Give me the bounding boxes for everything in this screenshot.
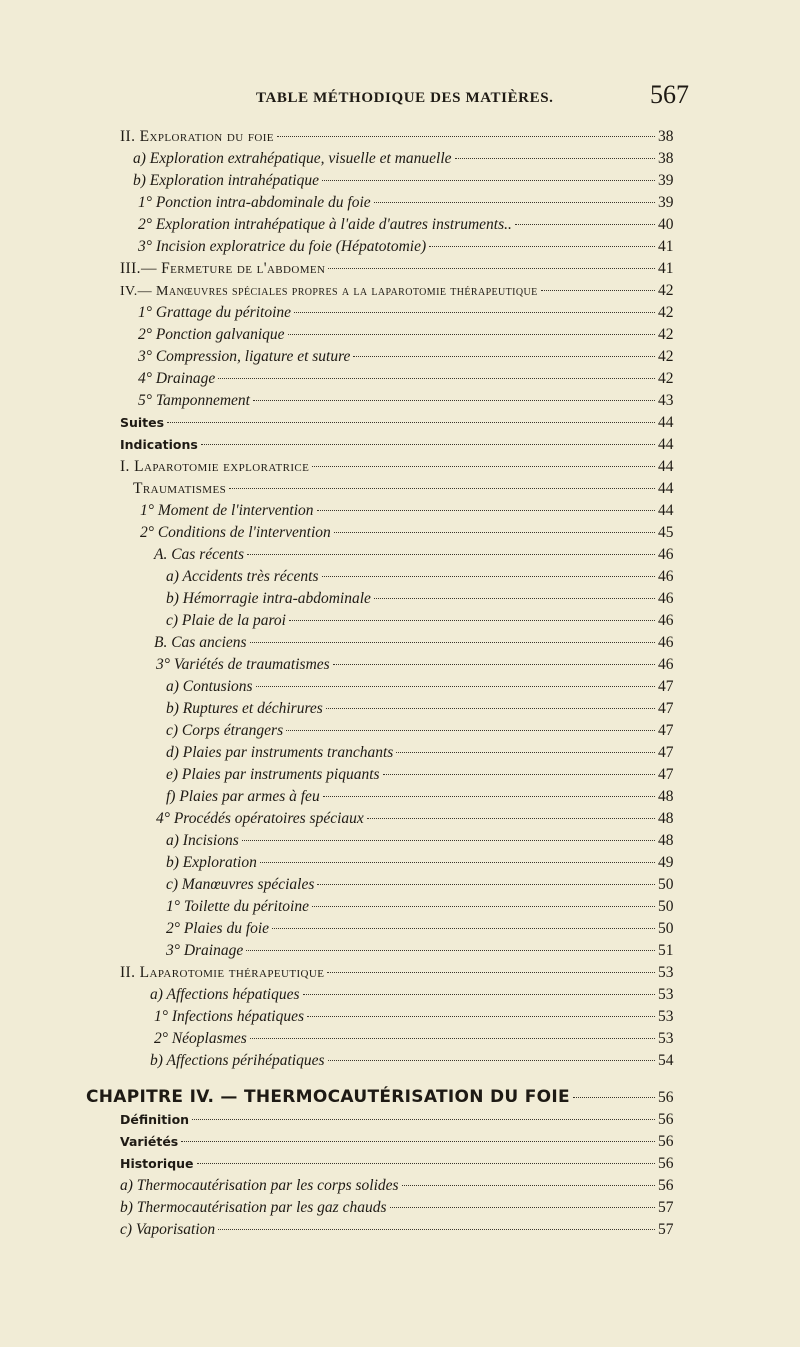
leader-dots	[229, 488, 655, 489]
leader-dots	[312, 466, 655, 467]
toc-entry	[120, 434, 680, 456]
toc-entry	[166, 830, 680, 852]
leader-dots	[353, 356, 655, 357]
leader-dots	[333, 664, 655, 665]
toc-entry-page: 45	[658, 524, 674, 541]
toc-entry-label: 1° Moment de l'intervention	[140, 502, 314, 519]
toc-entry-page: 41	[658, 260, 674, 277]
page-number: 567	[650, 80, 689, 109]
toc-entry-page: 48	[658, 788, 674, 805]
toc-entry-label: f) Plaies par armes à feu	[166, 788, 320, 805]
toc-entry-page: 57	[658, 1221, 674, 1238]
toc-entry-label: c) Vaporisation	[120, 1221, 216, 1238]
toc-entry	[166, 764, 680, 786]
leader-dots	[218, 1229, 655, 1230]
leader-dots	[277, 136, 655, 137]
toc-entry	[166, 566, 680, 588]
toc-entry-page: 48	[658, 832, 674, 849]
toc-entry-label: a) Accidents très récents	[166, 568, 319, 585]
leader-dots	[455, 158, 655, 159]
toc-entry	[120, 1153, 680, 1175]
leader-dots	[167, 422, 655, 423]
leader-dots	[374, 202, 655, 203]
toc-entry-page: 39	[658, 172, 674, 189]
toc-entry-page: 54	[658, 1052, 674, 1069]
leader-dots	[201, 444, 655, 445]
toc-entry-label: II. Laparotomie thérapeutique	[120, 964, 325, 981]
running-title: TABLE MÉTHODIQUE DES MATIÈRES.	[256, 90, 554, 106]
toc-entry-label: 1° Ponction intra-abdominale du foie	[138, 194, 371, 211]
toc-entry-page: 50	[658, 898, 674, 915]
leader-dots	[317, 884, 655, 885]
toc-entry	[133, 148, 680, 170]
leader-dots	[272, 928, 655, 929]
toc-entry-page: 47	[658, 744, 674, 761]
toc-entry	[138, 236, 680, 258]
chapter-heading	[86, 1086, 680, 1108]
toc-entry	[133, 478, 680, 500]
toc-entry	[120, 258, 680, 280]
toc-entry-page: 57	[658, 1199, 674, 1216]
leader-dots	[250, 1038, 655, 1039]
toc-entry-label: e) Plaies par instruments piquants	[166, 766, 380, 783]
leader-dots	[197, 1163, 655, 1164]
toc-entry-label: c) Plaie de la paroi	[166, 612, 286, 629]
toc-entry	[138, 214, 680, 236]
toc-entry-page: 42	[658, 326, 674, 343]
toc-entry-label: I. Laparotomie exploratrice	[120, 458, 310, 475]
toc-entry	[166, 742, 680, 764]
toc-entry	[166, 610, 680, 632]
toc-entry-label: b) Affections périhépatiques	[150, 1052, 325, 1069]
toc-entry	[120, 1219, 680, 1241]
toc-entry	[120, 1175, 680, 1197]
toc-entry-label: c) Manœuvres spéciales	[166, 876, 315, 893]
toc-entry	[154, 1028, 680, 1050]
leader-dots	[396, 752, 655, 753]
toc-entry	[156, 808, 680, 830]
leader-dots	[429, 246, 655, 247]
leader-dots	[312, 906, 655, 907]
toc-entry-page: 48	[658, 810, 674, 827]
toc-entry-page: 47	[658, 722, 674, 739]
toc-entry-page: 44	[658, 436, 674, 453]
toc-entry-label: a) Contusions	[166, 678, 253, 695]
toc-entry-label: Définition	[120, 1112, 190, 1127]
toc-entry-label: 3° Incision exploratrice du foie (Hépatotomie)	[138, 238, 427, 255]
toc-entry-page: 42	[658, 304, 674, 321]
toc-entry-label: 2° Ponction galvanique	[138, 326, 285, 343]
toc-entry-label: b) Ruptures et déchirures	[166, 700, 323, 717]
leader-dots	[289, 620, 655, 621]
leader-dots	[322, 180, 655, 181]
leader-dots	[322, 576, 655, 577]
toc-entry	[166, 720, 680, 742]
toc-entry	[120, 1109, 680, 1131]
toc-entry-page: 53	[658, 1008, 674, 1025]
toc-entry-label: B. Cas anciens	[154, 634, 247, 651]
leader-dots	[242, 840, 655, 841]
toc-entry	[156, 654, 680, 676]
toc-entry	[154, 544, 680, 566]
toc-entry	[120, 412, 680, 434]
leader-dots	[181, 1141, 655, 1142]
toc-entry-label: 4° Drainage	[138, 370, 216, 387]
leader-dots	[192, 1119, 655, 1120]
toc-entry-page: 46	[658, 656, 674, 673]
toc-entry-label: 1° Infections hépatiques	[154, 1008, 304, 1025]
toc-entry-page: 56	[658, 1177, 674, 1194]
toc-entry-label: b) Thermocautérisation par les gaz chauds	[120, 1199, 387, 1216]
toc-entry-label: 4° Procédés opératoires spéciaux	[156, 810, 364, 827]
toc-entry-page: 42	[658, 370, 674, 387]
toc-entry-page: 44	[658, 480, 674, 497]
leader-dots	[573, 1097, 655, 1098]
toc-entry-label: 3° Compression, ligature et suture	[138, 348, 351, 365]
toc-entry	[166, 698, 680, 720]
toc-entry-page: 53	[658, 1030, 674, 1047]
leader-dots	[253, 400, 655, 401]
toc-entry	[166, 896, 680, 918]
leader-dots	[246, 950, 655, 951]
toc-entry	[154, 632, 680, 654]
toc-entry-page: 56	[658, 1111, 674, 1128]
leader-dots	[390, 1207, 655, 1208]
toc-entry	[166, 852, 680, 874]
toc-entry-page: 47	[658, 766, 674, 783]
toc-entry	[138, 302, 680, 324]
toc-entry-label: 1° Grattage du péritoine	[138, 304, 292, 321]
toc-entry-label: II. Exploration du foie	[120, 128, 274, 145]
toc-entry-label: III.— Fermeture de l'abdomen	[120, 260, 326, 277]
toc-entry	[138, 390, 680, 412]
toc-entry-page: 44	[658, 458, 674, 475]
toc-entry-label: 5° Tamponnement	[138, 392, 250, 409]
toc-entry-page: 38	[658, 128, 674, 145]
leader-dots	[260, 862, 655, 863]
toc-entry-label: d) Plaies par instruments tranchants	[166, 744, 394, 761]
toc-entry-label: A. Cas récents	[154, 546, 244, 563]
toc-entry	[140, 522, 680, 544]
toc-entry	[138, 192, 680, 214]
toc-entry-page: 41	[658, 238, 674, 255]
toc-entry-page: 50	[658, 876, 674, 893]
toc-entry-label: Historique	[120, 1156, 194, 1171]
leader-dots	[328, 1060, 656, 1061]
toc-entry-label: Variétés	[120, 1134, 179, 1149]
toc-entry-page: 43	[658, 392, 674, 409]
leader-dots	[374, 598, 655, 599]
toc-entry-label: b) Exploration	[166, 854, 257, 871]
toc-entry	[140, 500, 680, 522]
toc-entry-page: 42	[658, 282, 674, 299]
toc-entry-page: 44	[658, 502, 674, 519]
leader-dots	[323, 796, 655, 797]
leader-dots	[541, 290, 655, 291]
toc-entry-page: 51	[658, 942, 674, 959]
toc-entry-label: 3° Variétés de traumatismes	[156, 656, 330, 673]
leader-dots	[256, 686, 655, 687]
leader-dots	[218, 378, 655, 379]
toc-entry-label: 2° Exploration intrahépatique à l'aide d'autres instruments..	[138, 216, 512, 233]
toc-entry	[120, 280, 680, 302]
toc-entry-page: 46	[658, 568, 674, 585]
leader-dots	[250, 642, 655, 643]
toc-entry	[150, 1050, 680, 1072]
toc-entry-page: 56	[658, 1089, 674, 1106]
leader-dots	[383, 774, 655, 775]
toc-entry	[120, 126, 680, 148]
toc-entry	[138, 346, 680, 368]
toc-entry	[166, 676, 680, 698]
leader-dots	[328, 268, 655, 269]
toc-entry-label: CHAPITRE IV. — THERMOCAUTÉRISATION DU FOIE	[86, 1087, 570, 1107]
toc-entry	[166, 786, 680, 808]
toc-entry-label: a) Affections hépatiques	[150, 986, 300, 1003]
page-header	[0, 0, 800, 130]
toc-entry-label: Suites	[120, 415, 165, 430]
toc-entry	[120, 1197, 680, 1219]
leader-dots	[307, 1016, 655, 1017]
toc-entry-label: b) Exploration intrahépatique	[133, 172, 319, 189]
leader-dots	[247, 554, 655, 555]
toc-entry	[120, 1131, 680, 1153]
leader-dots	[515, 224, 655, 225]
toc-entry-page: 56	[658, 1155, 674, 1172]
toc-entry-label: 2° Conditions de l'intervention	[140, 524, 331, 541]
toc-entry-page: 47	[658, 700, 674, 717]
toc-entry	[138, 324, 680, 346]
toc-entry	[166, 588, 680, 610]
leader-dots	[294, 312, 655, 313]
toc-entry	[120, 962, 680, 984]
toc-entry-page: 53	[658, 964, 674, 981]
toc-entry-label: 2° Plaies du foie	[166, 920, 270, 937]
leader-dots	[327, 972, 655, 973]
toc-entry-page: 53	[658, 986, 674, 1003]
toc-entry	[133, 170, 680, 192]
toc-entry	[154, 1006, 680, 1028]
leader-dots	[367, 818, 655, 819]
toc-entry-page: 38	[658, 150, 674, 167]
toc-entry-label: 2° Néoplasmes	[154, 1030, 247, 1047]
toc-entry	[166, 918, 680, 940]
toc-entry-label: b) Hémorragie intra-abdominale	[166, 590, 371, 607]
toc-entry-label: a) Incisions	[166, 832, 239, 849]
leader-dots	[286, 730, 655, 731]
toc-entry-page: 49	[658, 854, 674, 871]
toc-entry-label: a) Exploration extrahépatique, visuelle et manuelle	[133, 150, 452, 167]
toc-entry	[150, 984, 680, 1006]
toc-entry-page: 39	[658, 194, 674, 211]
leader-dots	[317, 510, 655, 511]
toc-entry-page: 46	[658, 546, 674, 563]
toc-entry-label: Traumatismes	[133, 480, 227, 497]
toc-entry-page: 46	[658, 634, 674, 651]
toc-entry-label: IV.— Manœuvres spéciales propres a la laparotomie thérapeutique	[120, 284, 538, 299]
toc-entry-page: 46	[658, 590, 674, 607]
leader-dots	[402, 1185, 655, 1186]
toc-entry-page: 50	[658, 920, 674, 937]
toc-entry-page: 42	[658, 348, 674, 365]
toc-entry-label: a) Thermocautérisation par les corps solides	[120, 1177, 399, 1194]
toc-entry-page: 47	[658, 678, 674, 695]
leader-dots	[288, 334, 655, 335]
toc-entry	[166, 874, 680, 896]
toc-entry-label: Indications	[120, 437, 198, 452]
toc-entry-page: 40	[658, 216, 674, 233]
toc-entry	[120, 456, 680, 478]
toc-entry-label: 3° Drainage	[166, 942, 244, 959]
toc-entry-label: 1° Toilette du péritoine	[166, 898, 309, 915]
toc-entry-page: 56	[658, 1133, 674, 1150]
toc-entry	[166, 940, 680, 962]
toc-entry-page: 44	[658, 414, 674, 431]
leader-dots	[326, 708, 655, 709]
toc-entry-page: 46	[658, 612, 674, 629]
toc-entry-label: c) Corps étrangers	[166, 722, 284, 739]
leader-dots	[334, 532, 655, 533]
leader-dots	[303, 994, 655, 995]
toc-entry	[138, 368, 680, 390]
